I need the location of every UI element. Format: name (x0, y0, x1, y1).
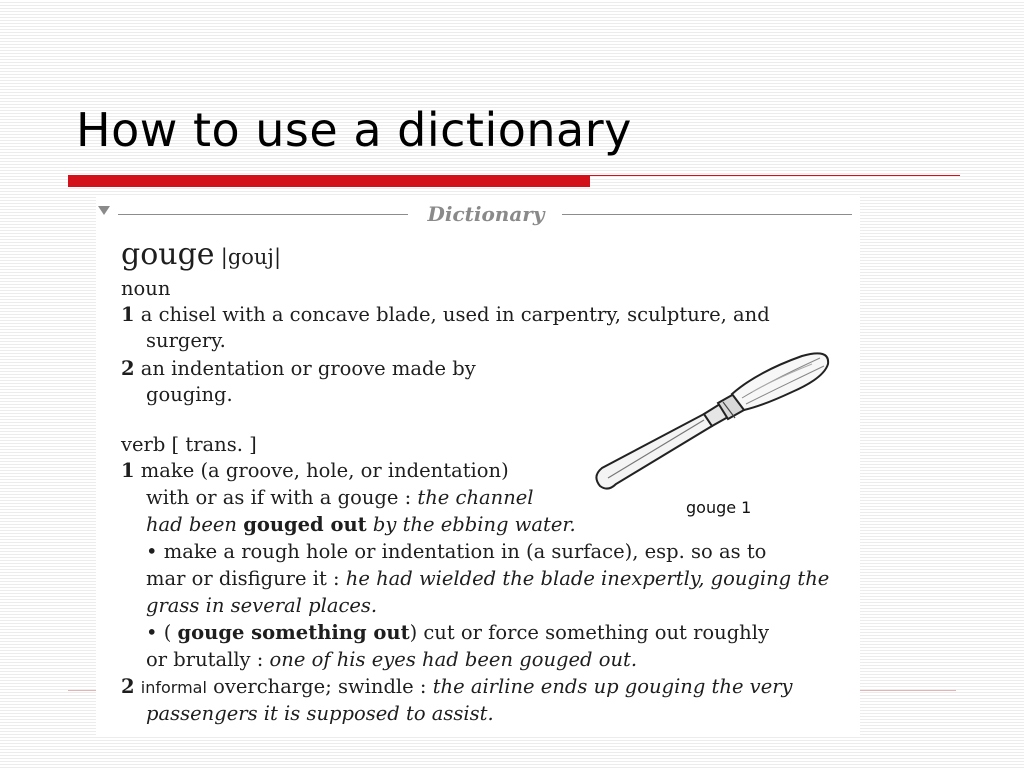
noun-label: noun (121, 277, 171, 300)
sense-number: 1 (121, 459, 135, 482)
entry-headword: gouge (121, 237, 215, 272)
example-text: the channel (417, 486, 534, 509)
footer-rule-right (860, 690, 956, 691)
gouge-chisel-icon (592, 346, 842, 496)
dictionary-panel (96, 196, 860, 736)
definition-text: or brutally : (146, 648, 270, 671)
sense-number: 1 (121, 303, 135, 326)
example-text: passengers it is supposed to assist. (146, 702, 494, 725)
footer-rule-left (68, 690, 96, 691)
definition-text: a chisel with a concave blade, used in carpentry, sculpture, and (140, 303, 770, 326)
phrasal-verb: gouged out (243, 513, 367, 536)
phrasal-verb: gouge something out (177, 621, 410, 644)
title-underline-rule (590, 175, 960, 176)
noun-sense-1-cont: surgery. (146, 329, 226, 352)
definition-text: make (a groove, hole, or indentation) (140, 459, 509, 482)
dictionary-heading: Dictionary (427, 202, 545, 226)
dictionary-panel-header (96, 200, 860, 230)
example-text: he had wielded the blade inexpertly, gouging the (345, 567, 830, 590)
disclosure-triangle-icon[interactable] (98, 206, 110, 215)
verb-label: verb [ trans. ] (121, 433, 257, 456)
sense-number: 2 (121, 357, 135, 380)
noun-sense-1 (121, 302, 770, 328)
noun-sense-2 (121, 356, 476, 382)
example-text: one of his eyes had been gouged out. (269, 648, 638, 671)
definition-text: with or as if with a gouge : (146, 486, 418, 509)
verb-sense-1 (121, 458, 509, 484)
verb-subsense-1-cont (146, 566, 829, 592)
definition-text: • ( (146, 621, 178, 644)
noun-sense-2-cont: gouging. (146, 383, 233, 406)
definition-text: mar or disfigure it : (146, 567, 346, 590)
title-underline-bar (68, 175, 590, 187)
verb-sense-1-cont (146, 485, 534, 511)
verb-sense-2 (121, 674, 793, 701)
example-text: by the ebbing water. (366, 513, 576, 536)
verb-sense-1-example (146, 512, 576, 538)
verb-subsense-1: • make a rough hole or indentation in (a surface), esp. so as to (146, 540, 767, 563)
example-text: the airline ends up gouging the very (432, 675, 793, 698)
example-text: grass in several places. (146, 594, 378, 617)
definition-text: ) cut or force something out roughly (409, 621, 769, 644)
verb-subsense-2-cont (146, 647, 637, 673)
header-divider-left (118, 214, 408, 215)
entry-headword-line (121, 238, 281, 272)
definition-text: overcharge; swindle : (206, 675, 433, 698)
illustration-caption: gouge 1 (686, 498, 752, 517)
sense-number: 2 (121, 675, 135, 698)
definition-text: an indentation or groove made by (140, 357, 476, 380)
verb-subsense-1-example (146, 593, 377, 619)
verb-sense-2-example (146, 701, 494, 727)
slide-title: How to use a dictionary (76, 103, 632, 157)
example-text: had been (146, 513, 244, 536)
entry-pronunciation: |gouj| (220, 245, 282, 269)
verb-subsense-2 (146, 620, 769, 646)
header-divider-right (562, 214, 852, 215)
register-label: informal (140, 678, 207, 697)
